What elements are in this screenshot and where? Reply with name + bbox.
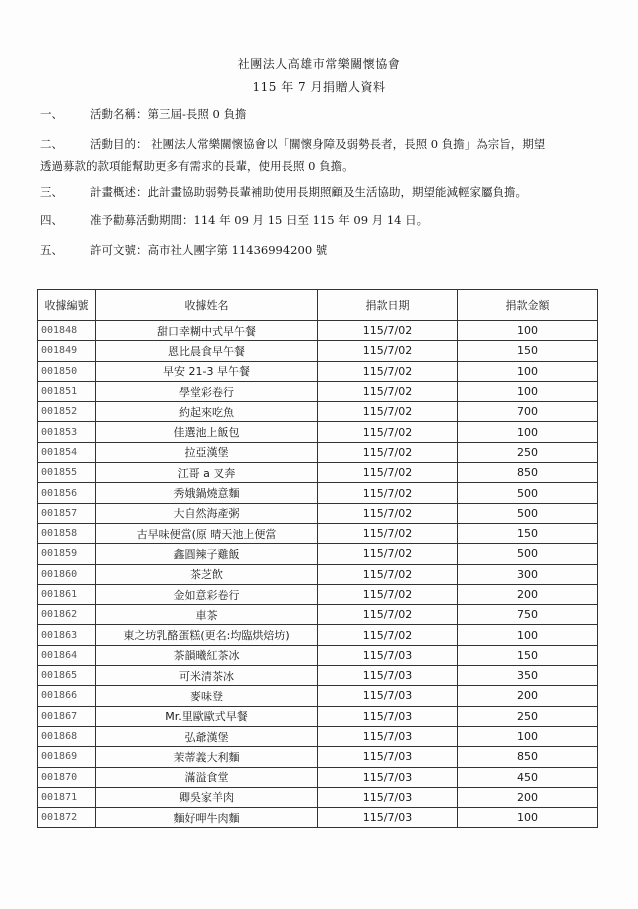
section-text: 活動名稱：第三屆-長照 0 負擔: [90, 107, 247, 121]
donation-amount-cell: 450: [458, 767, 598, 787]
section-text: 計畫概述：此計畫協助弱勢長輩補助使用長期照顧及生活協助，期望能減輕家屬負擔。: [90, 185, 527, 199]
receipt-name-cell: 可米清茶冰: [96, 666, 318, 686]
receipt-no-cell: 001863: [38, 625, 96, 645]
donation-date-cell: 115/7/03: [318, 747, 458, 767]
donation-date-cell: 115/7/02: [318, 584, 458, 604]
donation-amount-cell: 500: [458, 503, 598, 523]
receipt-no-cell: 001852: [38, 402, 96, 422]
receipt-no-cell: 001872: [38, 808, 96, 828]
donation-date-cell: 115/7/03: [318, 666, 458, 686]
receipt-name-cell: 秀娥鍋燒意麵: [96, 483, 318, 503]
table-row: [38, 767, 598, 787]
donation-date-cell: 115/7/02: [318, 523, 458, 543]
donation-amount-cell: 850: [458, 747, 598, 767]
receipt-no-cell: 001849: [38, 341, 96, 361]
section-number: 二、: [40, 137, 63, 151]
table-row: [38, 422, 598, 442]
receipt-name-cell: 麥味登: [96, 686, 318, 706]
table-row: [38, 808, 598, 828]
section-number: 一、: [40, 107, 63, 121]
receipt-name-cell: 甜口幸糊中式早午餐: [96, 321, 318, 341]
table-row: [38, 381, 598, 401]
donation-amount-cell: 100: [458, 625, 598, 645]
donation-date-cell: 115/7/03: [318, 706, 458, 726]
receipt-no-cell: 001867: [38, 706, 96, 726]
table-row: [38, 584, 598, 604]
donor-table: [37, 289, 598, 828]
receipt-no-cell: 001869: [38, 747, 96, 767]
donation-amount-cell: 200: [458, 686, 598, 706]
donation-date-cell: 115/7/02: [318, 341, 458, 361]
receipt-no-cell: 001868: [38, 726, 96, 746]
donation-amount-cell: 150: [458, 523, 598, 543]
receipt-no-cell: 001850: [38, 361, 96, 381]
table-row: [38, 523, 598, 543]
receipt-no-cell: 001861: [38, 584, 96, 604]
receipt-name-cell: 滿溢食堂: [96, 767, 318, 787]
donation-date-cell: 115/7/02: [318, 564, 458, 584]
section-activity-name: [40, 104, 600, 126]
org-title: 社團法人高雄市常樂關懷協會: [237, 57, 401, 71]
receipt-no-cell: 001871: [38, 787, 96, 807]
donation-date-cell: 115/7/02: [318, 463, 458, 483]
receipt-no-cell: 001854: [38, 442, 96, 462]
receipt-name-cell: 卿吳家羊肉: [96, 787, 318, 807]
receipt-name-cell: 麵好呷牛肉麵: [96, 808, 318, 828]
donation-amount-cell: 100: [458, 381, 598, 401]
receipt-name-cell: 古早味便當(原 晴天池上便當: [96, 523, 318, 543]
receipt-name-cell: 拉亞漢堡: [96, 442, 318, 462]
receipt-no-cell: 001862: [38, 605, 96, 625]
donation-amount-cell: 750: [458, 605, 598, 625]
donation-amount-cell: 350: [458, 666, 598, 686]
table-row: [38, 747, 598, 767]
table-row: [38, 442, 598, 462]
receipt-name-cell: 學堂彩卷行: [96, 381, 318, 401]
donation-amount-cell: 150: [458, 645, 598, 665]
donation-date-cell: 115/7/02: [318, 321, 458, 341]
donation-amount-cell: 850: [458, 463, 598, 483]
receipt-no-cell: 001855: [38, 463, 96, 483]
section-fundraising-period: [40, 210, 600, 232]
section-activity-purpose: [40, 134, 600, 178]
donation-amount-cell: 150: [458, 341, 598, 361]
table-header-row: [38, 290, 598, 321]
receipt-name-cell: Mr.里歐歐式早餐: [96, 706, 318, 726]
donation-amount-cell: 200: [458, 584, 598, 604]
section-text: 活動目的： 社團法人常樂關懷協會以「關懷身障及弱勢長者，長照 0 負擔」為宗旨，期望: [90, 137, 546, 151]
donation-date-cell: 115/7/03: [318, 645, 458, 665]
donation-date-cell: 115/7/03: [318, 767, 458, 787]
receipt-no-cell: 001856: [38, 483, 96, 503]
table-row: [38, 666, 598, 686]
receipt-no-cell: 001853: [38, 422, 96, 442]
donation-amount-cell: 250: [458, 706, 598, 726]
donation-date-cell: 115/7/02: [318, 605, 458, 625]
table-row: [38, 625, 598, 645]
table-row: [38, 463, 598, 483]
table-row: [38, 361, 598, 381]
donation-amount-cell: 100: [458, 726, 598, 746]
receipt-name-cell: 鑫圓辣子雞飯: [96, 544, 318, 564]
receipt-no-cell: 001857: [38, 503, 96, 523]
receipt-name-cell: 車茶: [96, 605, 318, 625]
header-donation-amount: 捐款金額: [458, 290, 598, 321]
receipt-no-cell: 001860: [38, 564, 96, 584]
table-row: [38, 564, 598, 584]
receipt-no-cell: 001866: [38, 686, 96, 706]
table-row: [38, 645, 598, 665]
receipt-no-cell: 001859: [38, 544, 96, 564]
section-text: 准予勸募活動期間：114 年 09 月 15 日至 115 年 09 月 14 日。: [90, 213, 429, 227]
table-row: [38, 503, 598, 523]
donation-date-cell: 115/7/03: [318, 787, 458, 807]
table-row: [38, 483, 598, 503]
receipt-name-cell: 江哥 a 叉奔: [96, 463, 318, 483]
receipt-name-cell: 東之坊乳酪蛋糕(更名:均臨烘焙坊): [96, 625, 318, 645]
table-row: [38, 402, 598, 422]
receipt-no-cell: 001848: [38, 321, 96, 341]
receipt-name-cell: 佳選池上飯包: [96, 422, 318, 442]
section-number: 四、: [40, 213, 63, 227]
table-row: [38, 605, 598, 625]
header-donation-date: 捐款日期: [318, 290, 458, 321]
receipt-no-cell: 001851: [38, 381, 96, 401]
table-row: [38, 341, 598, 361]
receipt-name-cell: 早安 21-3 早午餐: [96, 361, 318, 381]
receipt-no-cell: 001865: [38, 666, 96, 686]
donation-amount-cell: 100: [458, 808, 598, 828]
table-row: [38, 321, 598, 341]
table-row: [38, 726, 598, 746]
donation-amount-cell: 100: [458, 361, 598, 381]
donation-amount-cell: 500: [458, 544, 598, 564]
receipt-name-cell: 大自然海產粥: [96, 503, 318, 523]
receipt-name-cell: 恩比晨食早午餐: [96, 341, 318, 361]
donation-amount-cell: 100: [458, 321, 598, 341]
table-row: [38, 706, 598, 726]
donation-date-cell: 115/7/03: [318, 686, 458, 706]
receipt-no-cell: 001870: [38, 767, 96, 787]
header-receipt-no: 收據編號: [38, 290, 96, 321]
section-plan-overview: [40, 182, 600, 204]
donation-date-cell: 115/7/02: [318, 544, 458, 564]
report-title: 115 年 7 月捐贈人資料: [252, 80, 386, 94]
donation-amount-cell: 700: [458, 402, 598, 422]
donation-date-cell: 115/7/02: [318, 483, 458, 503]
receipt-name-cell: 茶韻曦紅茶冰: [96, 645, 318, 665]
donation-date-cell: 115/7/02: [318, 422, 458, 442]
donation-date-cell: 115/7/02: [318, 381, 458, 401]
receipt-name-cell: 茉蒂義大利麵: [96, 747, 318, 767]
donation-amount-cell: 300: [458, 564, 598, 584]
table-row: [38, 544, 598, 564]
receipt-no-cell: 001858: [38, 523, 96, 543]
donation-amount-cell: 250: [458, 442, 598, 462]
table-row: [38, 787, 598, 807]
donation-amount-cell: 100: [458, 422, 598, 442]
section-text-continued: 透過募款的款項能幫助更多有需求的長輩，使用長照 0 負擔。: [40, 159, 354, 173]
donation-date-cell: 115/7/03: [318, 726, 458, 746]
header-receipt-name: 收據姓名: [96, 290, 318, 321]
section-text: 許可文號：高市社人團字第 11436994200 號: [90, 243, 328, 257]
table-row: [38, 686, 598, 706]
donation-amount-cell: 500: [458, 483, 598, 503]
section-permit-number: [40, 240, 600, 262]
receipt-name-cell: 約起來吃魚: [96, 402, 318, 422]
section-number: 五、: [40, 243, 63, 257]
receipt-name-cell: 茶芝飲: [96, 564, 318, 584]
donation-date-cell: 115/7/02: [318, 442, 458, 462]
donation-date-cell: 115/7/02: [318, 402, 458, 422]
donation-date-cell: 115/7/02: [318, 503, 458, 523]
donation-amount-cell: 200: [458, 787, 598, 807]
donation-date-cell: 115/7/02: [318, 361, 458, 381]
donation-date-cell: 115/7/03: [318, 808, 458, 828]
donation-date-cell: 115/7/02: [318, 625, 458, 645]
receipt-no-cell: 001864: [38, 645, 96, 665]
receipt-name-cell: 金如意彩卷行: [96, 584, 318, 604]
section-number: 三、: [40, 185, 63, 199]
receipt-name-cell: 弘爺漢堡: [96, 726, 318, 746]
